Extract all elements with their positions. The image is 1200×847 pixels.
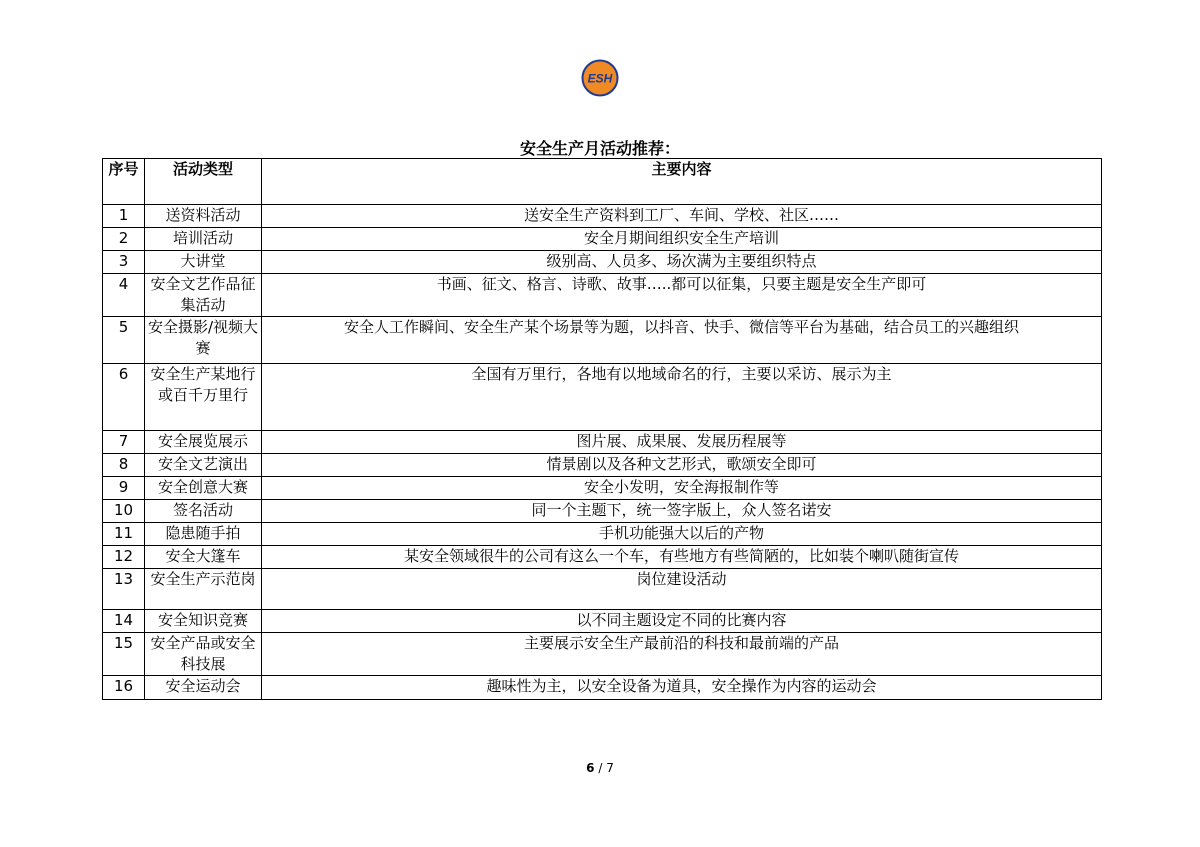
row-main-content: 手机功能强大以后的产物 xyxy=(262,523,1102,546)
row-main-content: 送安全生产资料到工厂、车间、学校、社区…… xyxy=(262,205,1102,228)
document-title: 安全生产月活动推荐： xyxy=(519,139,680,158)
table-body xyxy=(103,205,1102,700)
table-row xyxy=(103,500,1102,523)
header-serial-number: 序号 xyxy=(103,159,145,205)
row-main-content: 以不同主题设定不同的比赛内容 xyxy=(262,610,1102,633)
row-serial-number: 1 xyxy=(103,205,145,228)
row-serial-number: 3 xyxy=(103,251,145,274)
table-row xyxy=(103,546,1102,569)
row-serial-number: 6 xyxy=(103,364,145,431)
row-activity-type: 安全展览展示 xyxy=(145,431,262,454)
row-activity-type: 隐患随手拍 xyxy=(145,523,262,546)
row-main-content: 某安全领域很牛的公司有这么一个车，有些地方有些简陋的，比如装个喇叭随街宣传 xyxy=(262,546,1102,569)
row-main-content: 安全月期间组织安全生产培训 xyxy=(262,228,1102,251)
table-row xyxy=(103,610,1102,633)
page-current: 6 xyxy=(586,761,595,775)
row-serial-number: 4 xyxy=(103,274,145,317)
table-row xyxy=(103,251,1102,274)
row-main-content: 书画、征文、格言、诗歌、故事…..都可以征集，只要主题是安全生产即可 xyxy=(262,274,1102,317)
table-row xyxy=(103,676,1102,700)
row-activity-type: 安全创意大赛 xyxy=(145,477,262,500)
row-main-content: 级别高、人员多、场次满为主要组织特点 xyxy=(262,251,1102,274)
header-activity-type: 活动类型 xyxy=(145,159,262,205)
row-serial-number: 13 xyxy=(103,569,145,610)
row-activity-type: 安全文艺作品征集活动 xyxy=(145,274,262,317)
table-row xyxy=(103,569,1102,610)
row-main-content: 安全人工作瞬间、安全生产某个场景等为题，以抖音、快手、微信等平台为基础，结合员工的兴趣组织 xyxy=(262,317,1102,364)
row-serial-number: 2 xyxy=(103,228,145,251)
row-activity-type: 签名活动 xyxy=(145,500,262,523)
logo-text: ESH xyxy=(587,71,613,86)
row-activity-type: 安全知识竞赛 xyxy=(145,610,262,633)
row-main-content: 安全小发明，安全海报制作等 xyxy=(262,477,1102,500)
page-number xyxy=(0,760,1200,776)
page-total: 7 xyxy=(606,761,614,775)
row-activity-type: 安全产品或安全科技展 xyxy=(145,633,262,676)
page-separator: / xyxy=(598,761,603,775)
row-serial-number: 5 xyxy=(103,317,145,364)
row-serial-number: 12 xyxy=(103,546,145,569)
row-main-content: 图片展、成果展、发展历程展等 xyxy=(262,431,1102,454)
row-serial-number: 15 xyxy=(103,633,145,676)
esh-logo xyxy=(580,58,620,98)
row-serial-number: 7 xyxy=(103,431,145,454)
row-activity-type: 安全运动会 xyxy=(145,676,262,700)
table-row xyxy=(103,477,1102,500)
table-row xyxy=(103,431,1102,454)
row-activity-type: 安全生产示范岗 xyxy=(145,569,262,610)
row-main-content: 全国有万里行，各地有以地域命名的行，主要以采访、展示为主 xyxy=(262,364,1102,431)
row-main-content: 岗位建设活动 xyxy=(262,569,1102,610)
row-activity-type: 培训活动 xyxy=(145,228,262,251)
table-row xyxy=(103,274,1102,317)
row-serial-number: 9 xyxy=(103,477,145,500)
row-activity-type: 安全生产某地行或百千万里行 xyxy=(145,364,262,431)
row-main-content: 趣味性为主，以安全设备为道具，安全操作为内容的运动会 xyxy=(262,676,1102,700)
table-row xyxy=(103,228,1102,251)
table-header-row xyxy=(103,159,1102,205)
table-row xyxy=(103,364,1102,431)
table-row xyxy=(103,454,1102,477)
table-row xyxy=(103,523,1102,546)
row-activity-type: 安全文艺演出 xyxy=(145,454,262,477)
row-activity-type: 安全大篷车 xyxy=(145,546,262,569)
table-row xyxy=(103,317,1102,364)
row-main-content: 情景剧以及各种文艺形式，歌颂安全即可 xyxy=(262,454,1102,477)
row-serial-number: 8 xyxy=(103,454,145,477)
row-main-content: 同一个主题下，统一签字版上，众人签名诺安 xyxy=(262,500,1102,523)
row-serial-number: 11 xyxy=(103,523,145,546)
row-activity-type: 送资料活动 xyxy=(145,205,262,228)
row-activity-type: 安全摄影/视频大赛 xyxy=(145,317,262,364)
row-serial-number: 16 xyxy=(103,676,145,700)
table-row xyxy=(103,205,1102,228)
table-row xyxy=(103,633,1102,676)
row-serial-number: 10 xyxy=(103,500,145,523)
row-serial-number: 14 xyxy=(103,610,145,633)
row-activity-type: 大讲堂 xyxy=(145,251,262,274)
activities-table xyxy=(102,158,1102,700)
row-main-content: 主要展示安全生产最前沿的科技和最前端的产品 xyxy=(262,633,1102,676)
header-main-content: 主要内容 xyxy=(262,159,1102,205)
